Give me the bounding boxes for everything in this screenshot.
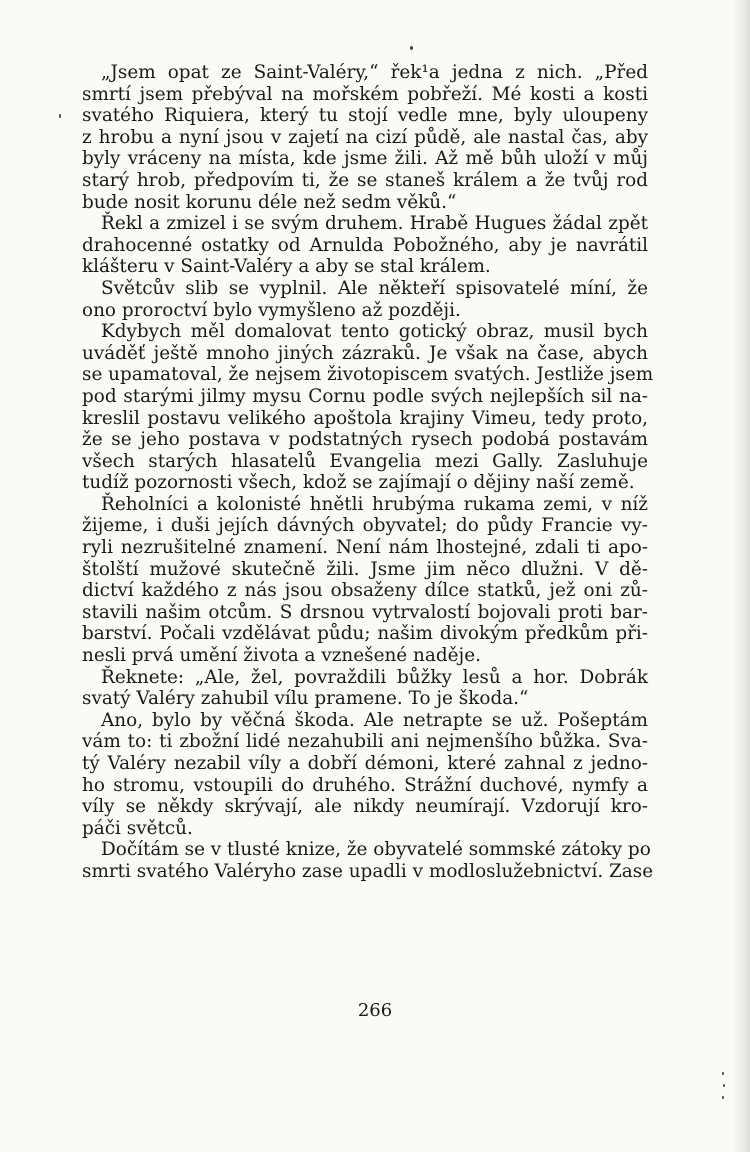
text-line: ono proroctví bylo vymyšleno až později.: [82, 299, 461, 321]
paragraph: [82, 278, 648, 321]
text-line: tudíž pozornosti všech, kdož se zajímají o dějiny naší země.: [82, 472, 635, 494]
paragraph: [82, 839, 654, 882]
text-line: barství. Počali vzdělávat půdu; našim divokým předkům při-: [82, 623, 648, 645]
page-number: 266: [357, 1000, 393, 1021]
text-line: tý Valéry nezabil víly a dobří démoni, které zahnal z jedno-: [82, 753, 648, 774]
body-text: [82, 62, 654, 883]
ink-speck: [723, 1084, 725, 1087]
text-line: kreslil postavu velikého apoštola krajiny Vimeu, tedy proto,: [82, 407, 648, 429]
text-line: pod starými jilmy mysu Cornu podle svých nejlepších sil na-: [82, 385, 648, 407]
text-line: Světcův slib se vyplnil. Ale někteří spisovatelé míní, že: [101, 277, 648, 299]
text-line: Dočítám se v tlusté knize, že obyvatelé sommské zátoky po: [101, 839, 651, 861]
page-edge-shadow: [732, 0, 750, 1152]
paragraph: [82, 494, 648, 667]
ink-speck: [722, 1072, 724, 1075]
paragraph: [82, 710, 648, 840]
ink-speck: [722, 1096, 724, 1099]
text-line: se upamatoval, že nejsem životopiscem svatých. Jestliže jsem: [82, 364, 654, 386]
ink-speck: [410, 46, 413, 50]
text-line: z hrobu a nyní jsou v zajetí na cizí půdě, ale nastal čas, aby: [82, 126, 648, 148]
ink-speck: [59, 114, 61, 118]
paragraph: [82, 321, 654, 494]
text-line: stavili našim otcům. S drsnou vytrvalostí bojovali proti bar-: [82, 601, 648, 623]
text-line: „Jsem opat ze Saint-Valéry,“ řek¹a jedna z nich. „Před: [101, 62, 648, 83]
text-line: Řeholníci a kolonisté hnětli hrubýma rukama zemi, v níž: [101, 493, 648, 515]
text-line: Ano, bylo by věčná škoda. Ale netrapte se už. Pošeptám: [101, 709, 648, 731]
text-line: ho stromu, vstoupili do druhého. Strážní duchové, nymfy a: [82, 774, 648, 796]
text-line: štolští mužové skutečně žili. Jsme jim něco dlužni. V dě-: [82, 558, 648, 580]
text-line: uváděť ještě mnoho jiných zázraků. Je však na čase, abych: [82, 342, 648, 364]
text-line: Řeknete: „Ale, žel, povraždili bůžky lesů a hor. Dobrák: [101, 666, 648, 688]
paragraph: [82, 213, 648, 278]
text-line: ryli nezrušitelné znamení. Není nám lhostejné, zdali ti apo-: [82, 537, 648, 559]
text-line: víly se někdy skrývají, ale nikdy neumírají. Vzdorují kro-: [82, 796, 648, 818]
text-line: Řekl a zmizel i se svým druhem. Hrabě Hugues žádal zpět: [101, 213, 648, 235]
text-line: že se jeho postava v podstatných rysech podobá postavám: [82, 429, 648, 451]
text-line: klášteru v Saint-Valéry a aby se stal králem.: [82, 256, 491, 278]
text-line: dictví každého z nás jsou obsaženy dílce statků, jež oni zů-: [82, 580, 648, 602]
text-line: žijeme, i duši jejích dávných obyvatel; do půdy Francie vy-: [82, 515, 648, 537]
text-line: svatého Riquiera, který tu stojí vedle mne, byly uloupeny: [82, 105, 648, 127]
paragraph: [82, 667, 648, 710]
paragraph: [82, 62, 648, 213]
text-line: byly vráceny na místa, kde jsme žili. Až mě bůh uloží v můj: [82, 148, 648, 170]
text-line: smrti svatého Valéryho zase upadli v modloslužebnictví. Zase: [82, 860, 654, 882]
text-line: smrtí jsem přebýval na mořském pobřeží. Mé kosti a kosti: [82, 83, 648, 105]
text-line: svatý Valéry zahubil vílu pramene. To je škoda.“: [82, 688, 529, 710]
text-line: drahocenné ostatky od Arnulda Pobožného, aby je navrátil: [82, 234, 648, 256]
text-line: bude nosit korunu déle než sedm věků.“: [82, 191, 457, 213]
text-line: starý hrob, předpovím ti, že se staneš králem a že tvůj rod: [82, 169, 648, 191]
text-line: Kdybych měl domalovat tento gotický obraz, musil bych: [101, 321, 648, 343]
text-line: všech starých hlasatelů Evangelia mezi Gally. Zasluhuje: [82, 450, 648, 472]
text-line: nesli prvá umění života a vznešené naděje.: [82, 645, 481, 667]
text-line: páči světců.: [82, 817, 193, 839]
text-line: vám to: ti zbožní lidé nezahubili ani nejmenšího bůžka. Sva-: [82, 731, 648, 753]
